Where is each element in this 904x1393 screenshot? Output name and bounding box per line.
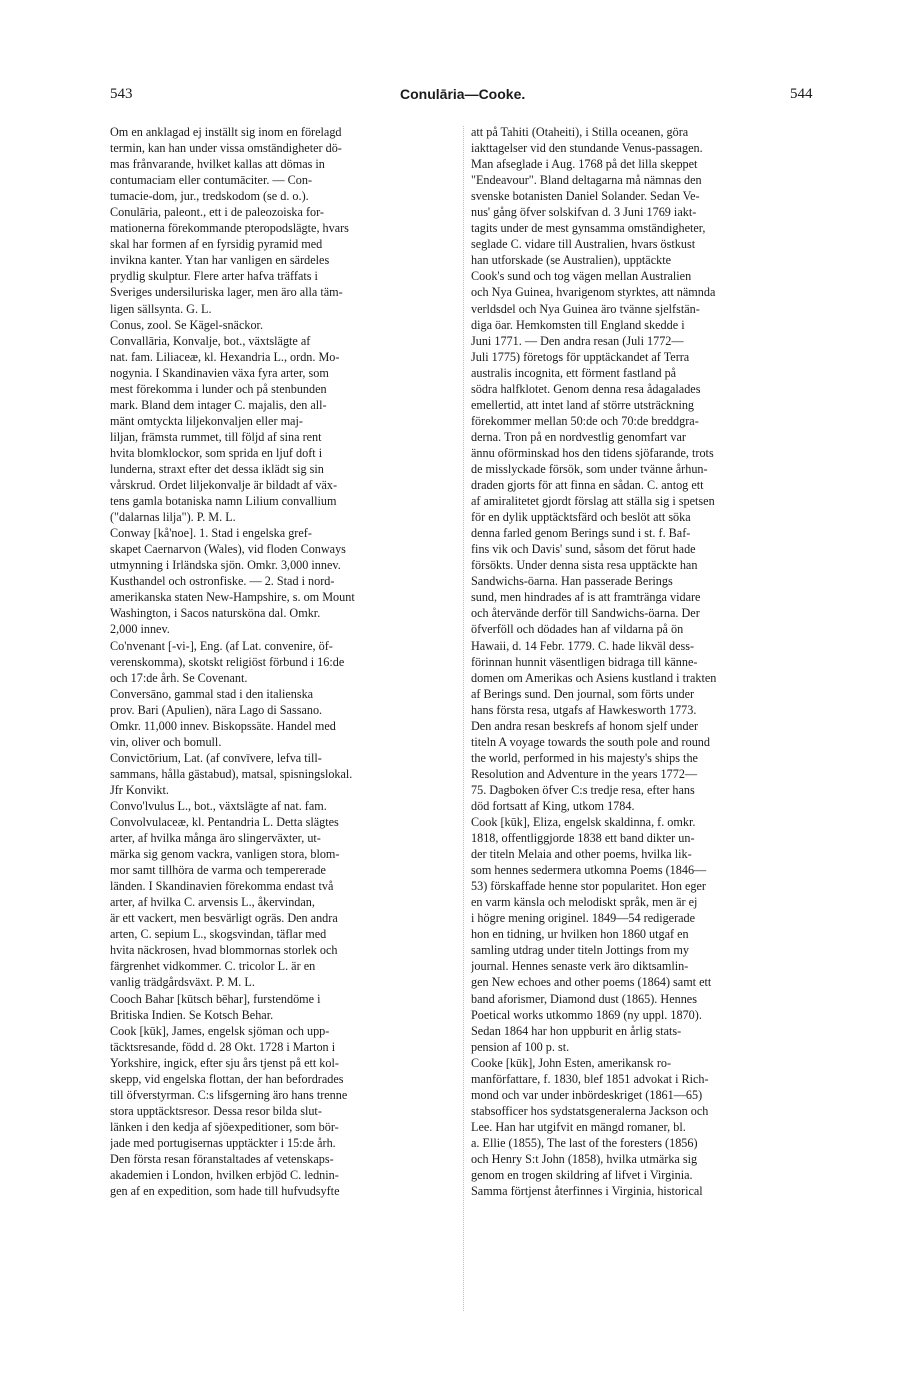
text-line: tumacie-dom, jur., tredskodom (se d. o.). xyxy=(110,189,309,204)
text-line: fins vik och Davis' sund, såsom det förut hade xyxy=(471,542,696,557)
text-line: länden. I Skandinavien förekomma endast två xyxy=(110,879,334,894)
text-line: mas frånvarande, hvilket kallas att dömas in xyxy=(110,157,325,172)
text-line: band aforismer, Diamond dust (1865). Hennes xyxy=(471,991,697,1006)
text-line: Om en anklagad ej inställt sig inom en förelagd xyxy=(110,125,342,139)
text-line: australis incognita, ett förment fastland på xyxy=(471,365,677,380)
text-line: de misslyckade försök, som under tvänne århun- xyxy=(471,461,708,476)
text-line: Cooch Bahar [kūtsch bēhar], furstendöme i xyxy=(110,991,321,1006)
text-line: der titeln Melaia and other poems, hvilka lik- xyxy=(471,847,692,862)
text-line: Sedan 1864 har hon uppburit en årlig stats- xyxy=(471,1023,682,1038)
text-line: af amiralitetet gjordt förslag att ställa sig i spetsen xyxy=(471,494,715,509)
text-line: domen om Amerikas och Asiens kustland i trakten xyxy=(471,670,717,685)
text-line: ännu oförminskad hos den tidens sjöfarande, trots xyxy=(471,445,714,460)
text-line: vin, oliver och bomull. xyxy=(110,734,222,749)
text-line: Britiska Indien. Se Kotsch Behar. xyxy=(110,1007,274,1022)
text-line: journal. Hennes senaste verk äro diktsamlin- xyxy=(471,959,689,974)
page-number-left: 543 xyxy=(110,86,133,102)
text-line: hvita näckrosen, hvad blommornas storlek och xyxy=(110,943,338,958)
text-line: Samma förtjenst återfinnes i Virginia, historical xyxy=(471,1184,703,1199)
text-line: 1818, offentliggjorde 1838 ett band dikter un- xyxy=(471,831,695,846)
text-line: mor samt tillhöra de varma och tempererade xyxy=(110,863,326,878)
text-line: Den andra resan beskrefs af honom sjelf under xyxy=(471,718,699,733)
text-line: iakttagelser vid den stundande Venus-passagen. xyxy=(471,141,703,156)
text-line: verenskomma), skotskt religiöst förbund i 16:de xyxy=(110,654,345,669)
text-line: 75. Dagboken öfver C:s tredje resa, efter hans xyxy=(471,782,695,797)
text-line: akademien i London, hvilken erbjöd C. lednin- xyxy=(110,1168,339,1183)
text-line: stora upptäcktsresor. Dessa resor bilda slut- xyxy=(110,1103,322,1118)
text-line: och återvände derför till Sandwichs-öarna. Der xyxy=(471,606,700,621)
text-line: Omkr. 11,000 innev. Biskopssäte. Handel med xyxy=(110,718,336,733)
text-line: mest förekomma i lunder och på stenbunden xyxy=(110,381,327,396)
left-column xyxy=(110,124,455,1199)
text-line: Kusthandel och ostronfiske. — 2. Stad i nord- xyxy=(110,574,335,589)
text-line: Sandwichs-öarna. Han passerade Berings xyxy=(471,574,673,589)
text-line: prydlig skulptur. Flere arter hafva träffats i xyxy=(110,269,318,284)
text-line: af Berings sund. Den journal, som förts under xyxy=(471,686,695,701)
text-line: termin, kan han under vissa omständigheter dö- xyxy=(110,141,342,156)
text-line: färgrenhet vidkommer. C. tricolor L. är en xyxy=(110,959,316,974)
text-line: nus' gång öfver solskifvan d. 3 Juni 1769 iakt- xyxy=(471,205,697,220)
text-line: utmynning i Irländska sjön. Omkr. 3,000 innev. xyxy=(110,558,341,573)
text-line: prov. Bari (Apulien), nära Lago di Sassano. xyxy=(110,702,323,717)
text-line: Man afseglade i Aug. 1768 på det lilla skeppet xyxy=(471,157,698,172)
text-line: nat. fam. Liliaceæ, kl. Hexandria L., ordn. Mo- xyxy=(110,349,340,364)
text-line: Lee. Han har utgifvit en mängd romaner, bl. xyxy=(471,1119,686,1134)
text-line: och Nya Guinea, hvarigenom styrktes, att nämnda xyxy=(471,285,716,300)
text-line: Convo'lvulus L., bot., växtslägte af nat. fam. xyxy=(110,798,327,813)
text-line: denna farled genom Berings sund i st. f. Baf- xyxy=(471,526,691,541)
text-line: Juli 1775) företogs för upptäckandet af Terra xyxy=(471,349,690,364)
text-line: arter, af hvilka C. arvensis L., åkervindan, xyxy=(110,895,315,910)
text-line: och 17:de årh. Se Covenant. xyxy=(110,670,248,685)
text-line: sund, men hindrades af is att framtränga vidare xyxy=(471,590,701,605)
text-line: svenske botanisten Daniel Solander. Sedan Ve- xyxy=(471,189,700,204)
text-line: skal har formen af en fyrsidig pyramid med xyxy=(110,237,323,252)
text-line: 53) förskaffade henne stor popularitet. Hon eger xyxy=(471,879,706,894)
text-line: 2,000 innev. xyxy=(110,622,170,637)
text-line: och Henry S:t John (1858), hvilka utmärka sig xyxy=(471,1152,698,1166)
text-line: Cook [kūk], Eliza, engelsk skaldinna, f. omkr. xyxy=(471,815,696,830)
text-line: gen New echoes and other poems (1864) samt ett xyxy=(471,975,712,990)
text-line: skapet Caernarvon (Wales), vid floden Conways xyxy=(110,542,346,557)
text-line: försökts. Under denna sista resa upptäckte han xyxy=(471,558,698,573)
text-line: seglade C. vidare till Australien, hvars östkust xyxy=(471,237,696,252)
text-line: Co'nvenant [-vi-], Eng. (af Lat. convenire, öf- xyxy=(110,638,333,653)
text-line: som hennes sedermera utkomna Poems (1846— xyxy=(471,863,707,878)
text-line: tens gamla botaniska namn Lilium convallium xyxy=(110,494,337,509)
text-line: Den första resan föranstaltades af vetenskaps- xyxy=(110,1152,334,1166)
text-line: i högre mening originel. 1849—54 redigerade xyxy=(471,911,696,926)
text-line: ligen sällsynta. G. L. xyxy=(110,301,212,316)
text-line: sammans, hålla gästabud), matsal, spisningslokal. xyxy=(110,766,353,781)
text-line: arter, af hvilka många äro slingerväxter, ut- xyxy=(110,831,321,846)
text-line: ("dalarnas lilja"). P. M. L. xyxy=(110,510,236,525)
text-line: lunderna, straxt efter det dessa iklädt sig sin xyxy=(110,461,324,476)
text-line: täcktsresande, född d. 28 Okt. 1728 i Marton i xyxy=(110,1039,336,1054)
text-line: öfverföll och dödades han af vildarna på ön xyxy=(471,622,684,637)
text-line: the world, performed in his majesty's ships the xyxy=(471,750,698,765)
text-line: Conversāno, gammal stad i den italienska xyxy=(110,686,314,701)
text-line: manförfattare, f. 1830, blef 1851 advokat i Rich- xyxy=(471,1071,709,1086)
column-divider xyxy=(463,126,464,1311)
text-line: samling utdrag under titeln Jottings from my xyxy=(471,943,689,958)
text-line: Hawaii, d. 14 Febr. 1779. C. hade likväl dess- xyxy=(471,638,695,653)
text-line: Washington, i Sacos natursköna dal. Omkr. xyxy=(110,606,321,621)
text-line: diga öar. Hemkomsten till England skedde i xyxy=(471,317,685,332)
text-line: Resolution and Adventure in the years 1772— xyxy=(471,766,698,781)
text-line: nogynia. I Skandinavien växa fyra arter, som xyxy=(110,365,329,380)
text-line: mationerna förekommande pteropodslägte, hvars xyxy=(110,221,349,236)
text-line: Juni 1771. — Den andra resan (Juli 1772— xyxy=(471,333,684,348)
text-line: stabsofficer hos sydstatsgeneralerna Jackson och xyxy=(471,1103,709,1118)
text-line: invikna kanter. Ytan har vanligen en särdeles xyxy=(110,253,330,268)
text-line: vanlig trädgårdsväxt. P. M. L. xyxy=(110,975,255,990)
text-line: märka sig genom vackra, vanligen stora, blom- xyxy=(110,847,340,862)
text-line: Sveriges undersiluriska lager, men äro alla täm- xyxy=(110,285,343,300)
text-line: Cooke [kūk], John Esten, amerikansk ro- xyxy=(471,1055,672,1070)
text-line: skepp, vid engelska flottan, der han befordrades xyxy=(110,1071,344,1086)
text-line: Cook [kūk], James, engelsk sjöman och upp- xyxy=(110,1023,330,1038)
text-line: Convictōrium, Lat. (af convīvere, lefva till- xyxy=(110,750,322,765)
text-line: contumaciam eller contumāciter. — Con- xyxy=(110,173,313,188)
text-line: han utforskade (se Australien), upptäckte xyxy=(471,253,672,268)
text-line: emellertid, att intet land af större utsträckning xyxy=(471,397,695,412)
text-line: södra halfklotet. Genom denna resa ådagalades xyxy=(471,381,701,396)
text-line: förekommer mellan 50:de och 70:de breddgra- xyxy=(471,413,699,428)
text-line: att på Tahiti (Otaheiti), i Stilla oceanen, göra xyxy=(471,125,689,139)
text-line: liljan, främsta rummet, till följd af sina rent xyxy=(110,429,322,444)
text-line: Yorkshire, ingick, efter sju års tjenst på ett kol- xyxy=(110,1055,339,1070)
text-line: titeln A voyage towards the south pole and round xyxy=(471,734,710,749)
text-line: länken i den kedja af sjöexpeditioner, som bör- xyxy=(110,1119,339,1134)
text-line: vårskrud. Ordet liljekonvalje är bildadt af väx- xyxy=(110,478,338,493)
text-line: förinnan hunnit väsentligen bidraga till känne- xyxy=(471,654,698,669)
text-line: tagits under de mest gynsamma omständigheter, xyxy=(471,221,706,236)
text-line: är ett vackert, men besvärligt ogräs. Den andra xyxy=(110,911,338,926)
text-line: hon en tidning, ur hvilken hon 1860 utgaf en xyxy=(471,927,689,942)
right-column xyxy=(471,124,819,1199)
page-header xyxy=(0,86,904,108)
text-line: gen af en expedition, som hade till hufvudsyfte xyxy=(110,1184,340,1199)
text-line: a. Ellie (1855), The last of the foresters (1856) xyxy=(471,1135,698,1150)
text-line: hvita blomklockor, som sprida en ljuf doft i xyxy=(110,445,323,460)
text-line: draden gjorts för att finna en sådan. C. antog ett xyxy=(471,478,704,493)
text-line: Conulāria, paleont., ett i de paleozoiska for- xyxy=(110,205,324,220)
text-line: jade med portugisernas upptäckter i 15:de årh. xyxy=(110,1135,336,1150)
text-line: Convolvulaceæ, kl. Pentandria L. Detta slägtes xyxy=(110,815,339,830)
text-line: för en dylik upptäcktsfärd och beslöt att söka xyxy=(471,510,691,525)
text-line: en varm känsla och melodiskt språk, men är ej xyxy=(471,895,698,910)
text-line: Convallāria, Konvalje, bot., växtslägte af xyxy=(110,333,311,348)
text-line: verldsdel och Nya Guinea äro tvänne sjelfstän- xyxy=(471,301,700,316)
text-line: derna. Tron på en nordvestlig genomfart var xyxy=(471,429,686,444)
page-number-right: 544 xyxy=(790,86,813,102)
text-line: Poetical works utkommo 1869 (ny uppl. 1870). xyxy=(471,1007,702,1022)
text-line: hans första resa, utgafs af Hawkesworth 1773. xyxy=(471,702,697,717)
text-line: "Endeavour". Bland deltagarna må nämnas den xyxy=(471,173,702,188)
text-line: amerikanska staten New-Hampshire, s. om Mount xyxy=(110,590,355,605)
text-line: mond och var under inbördeskriget (1861—65) xyxy=(471,1087,703,1102)
text-line: Conway [kå'noe]. 1. Stad i engelska gref- xyxy=(110,526,312,541)
text-line: genom en trogen skildring af lifvet i Virginia. xyxy=(471,1168,693,1183)
text-line: mänt omtyckta liljekonvaljen eller maj- xyxy=(110,413,303,428)
text-line: arten, C. sepium L., skogsvindan, täflar med xyxy=(110,927,327,942)
text-line: pension af 100 p. st. xyxy=(471,1039,570,1054)
text-line: mark. Bland dem intager C. majalis, den all- xyxy=(110,397,327,412)
text-line: Jfr Konvikt. xyxy=(110,782,169,797)
running-title: Conulāria—Cooke. xyxy=(400,86,526,102)
text-line: död fortsatt af King, utkom 1784. xyxy=(471,798,635,813)
text-line: Conus, zool. Se Kägel-snäckor. xyxy=(110,317,263,332)
text-line: till öfverstyrman. C:s lifsgerning äro hans trenne xyxy=(110,1087,348,1102)
text-line: Cook's sund och tog vägen mellan Australien xyxy=(471,269,692,284)
